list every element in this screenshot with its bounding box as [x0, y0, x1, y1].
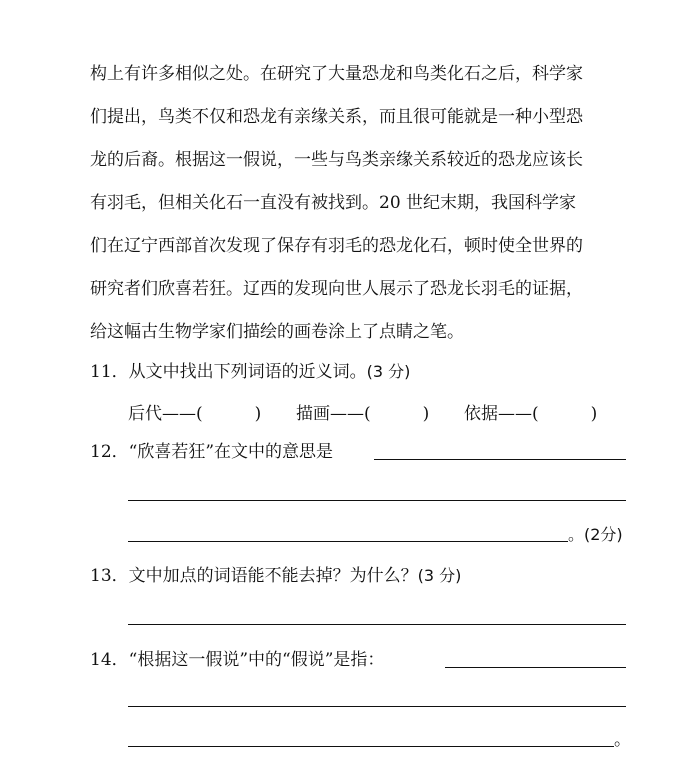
answer-line-q14-3[interactable] [128, 746, 614, 747]
question-14-end: 。 [614, 730, 631, 750]
passage-line-4: 有羽毛，但相关化石一直没有被找到。20 世纪末期，我国科学家 [90, 193, 577, 213]
synonym-item-3: 依据——( ) [464, 404, 598, 424]
answer-line-q14-2[interactable] [128, 706, 626, 707]
question-text: 文中加点的词语能不能去掉？为什么？ [128, 566, 418, 586]
synonym-item-1: 后代——( ) [128, 404, 262, 424]
answer-line-q12-3[interactable] [128, 541, 568, 542]
question-points: (3 分) [417, 566, 462, 585]
passage-line-1: 构上有许多相似之处。在研究了大量恐龙和鸟类化石之后，科学家 [90, 64, 583, 84]
passage-line-2: 们提出，鸟类不仅和恐龙有亲缘关系，而且很可能就是一种小型恐 [90, 107, 583, 127]
question-number: 11． [90, 362, 129, 382]
question-11 [90, 362, 410, 382]
synonym-word: 后代——( [128, 404, 203, 424]
passage-line-3: 龙的后裔。根据这一假说，一些与鸟类亲缘关系较近的恐龙应该长 [90, 150, 583, 170]
question-14 [90, 650, 384, 670]
passage-line-5: 们在辽宁西部首次发现了保存有羽毛的恐龙化石，顿时使全世界的 [90, 236, 583, 256]
question-12-end: 。(2分) [568, 525, 623, 544]
question-number: 14． [90, 650, 129, 670]
answer-line-q12-2[interactable] [128, 500, 626, 501]
synonym-item-2: 描画——( ) [296, 404, 430, 424]
synonym-word: 依据——( [464, 404, 539, 424]
answer-line-q13[interactable] [128, 624, 626, 625]
question-12 [90, 442, 333, 462]
passage-line-6: 研究者们欣喜若狂。辽西的发现向世人展示了恐龙长羽毛的证据， [90, 279, 583, 299]
passage-line-7: 给这幅古生物学家们描绘的画卷涂上了点睛之笔。 [90, 322, 464, 342]
question-points: (3 分) [366, 362, 411, 381]
answer-line-q12-1[interactable] [374, 459, 626, 460]
answer-line-q14-1[interactable] [445, 667, 626, 668]
question-text: “根据这一假说”中的“假说”是指： [128, 650, 385, 670]
question-text: 从文中找出下列词语的近义词。 [128, 362, 367, 382]
question-number: 12． [90, 442, 129, 462]
question-13 [90, 566, 461, 586]
question-text: “欣喜若狂”在文中的意思是 [128, 442, 334, 462]
question-number: 13． [90, 566, 129, 586]
synonym-word: 描画——( [296, 404, 371, 424]
